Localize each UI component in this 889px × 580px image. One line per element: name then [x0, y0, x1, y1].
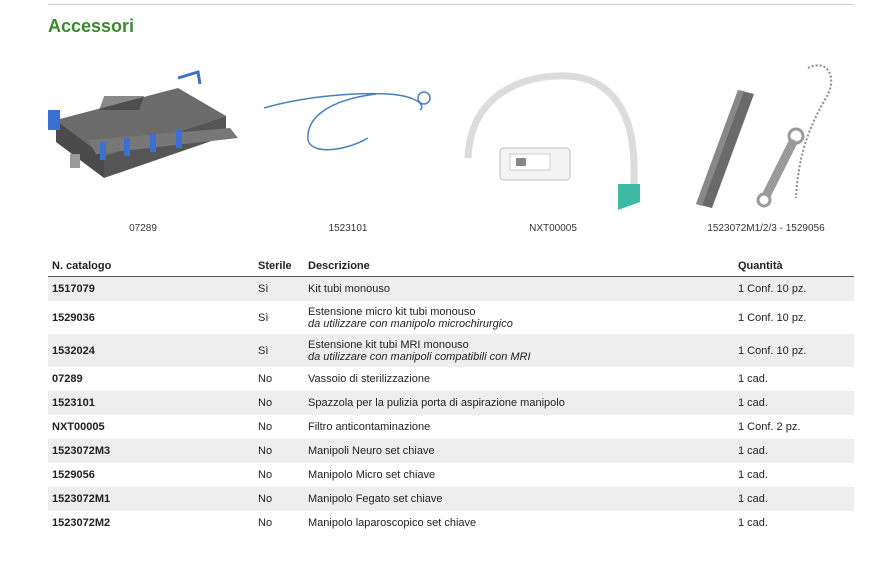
cell-catalog: 1532024	[48, 334, 254, 367]
table-row	[48, 391, 854, 415]
cell-sterile: No	[254, 511, 304, 535]
cell-sterile: Sì	[254, 334, 304, 367]
table-row	[48, 439, 854, 463]
cell-description	[304, 277, 734, 302]
cell-description: Spazzola per la pulizia porta di aspirazione manipolo	[304, 391, 734, 415]
cell-description: Manipoli Neuro set chiave	[304, 439, 734, 463]
cell-sterile: No	[254, 391, 304, 415]
cell-sterile: No	[254, 487, 304, 511]
table-row	[48, 334, 854, 367]
header-sterile: Sterile	[254, 256, 304, 277]
sterilization-tray-image	[48, 58, 238, 218]
cell-description: Vassoio di sterilizzazione	[304, 367, 734, 391]
product-caption: 1523101	[328, 223, 368, 234]
cell-catalog: 1517079	[48, 277, 254, 302]
table-header-row	[48, 256, 854, 277]
description-text: Estensione kit tubi MRI monouso	[308, 338, 469, 351]
cell-sterile: No	[254, 367, 304, 391]
accessories-table	[48, 256, 854, 535]
cell-sterile: No	[254, 463, 304, 487]
cell-catalog: 1529036	[48, 301, 254, 334]
table-row	[48, 277, 854, 302]
handpiece-key-set-image	[678, 58, 854, 218]
header-quantity: Quantità	[734, 256, 854, 277]
table-row	[48, 463, 854, 487]
description-note: da utilizzare con manipoli compatibili con MRI	[308, 350, 531, 363]
cell-quantity: 1 cad.	[734, 391, 854, 415]
description-note: da utilizzare con manipolo microchirurgico	[308, 317, 513, 330]
cell-quantity: 1 cad.	[734, 511, 854, 535]
product-card	[678, 58, 854, 238]
table-row	[48, 511, 854, 535]
table-row	[48, 367, 854, 391]
filter-tube-image	[458, 58, 648, 218]
top-divider	[48, 4, 854, 5]
product-caption: NXT00005	[529, 223, 577, 234]
header-catalog: N. catalogo	[48, 256, 254, 277]
cell-quantity: 1 Conf. 2 pz.	[734, 415, 854, 439]
cell-sterile: No	[254, 439, 304, 463]
cell-catalog: 1523072M1	[48, 487, 254, 511]
product-caption: 1523072M1/2/3 - 1529056	[707, 223, 825, 234]
cleaning-brush-image	[258, 58, 438, 218]
cell-sterile: No	[254, 415, 304, 439]
cell-quantity: 1 Conf. 10 pz.	[734, 277, 854, 302]
table-row	[48, 301, 854, 334]
cell-description: Filtro anticontaminazione	[304, 415, 734, 439]
cell-description: Manipolo Micro set chiave	[304, 463, 734, 487]
table-row	[48, 487, 854, 511]
cell-catalog: 1523072M3	[48, 439, 254, 463]
cell-quantity: 1 cad.	[734, 367, 854, 391]
cell-quantity: 1 cad.	[734, 439, 854, 463]
cell-catalog: 1529056	[48, 463, 254, 487]
cell-quantity: 1 Conf. 10 pz.	[734, 301, 854, 334]
description-text: Estensione micro kit tubi monouso	[308, 305, 476, 318]
cell-description: Manipolo Fegato set chiave	[304, 487, 734, 511]
cell-quantity: 1 Conf. 10 pz.	[734, 334, 854, 367]
cell-quantity: 1 cad.	[734, 487, 854, 511]
header-description: Descrizione	[304, 256, 734, 277]
description-text: Kit tubi monouso	[308, 283, 390, 295]
product-gallery	[48, 58, 854, 238]
cell-catalog: NXT00005	[48, 415, 254, 439]
table-row	[48, 415, 854, 439]
product-card	[458, 58, 648, 238]
product-caption: 07289	[129, 223, 157, 234]
cell-sterile: Sì	[254, 277, 304, 302]
product-card	[258, 58, 438, 238]
cell-catalog: 1523101	[48, 391, 254, 415]
cell-description	[304, 301, 734, 334]
cell-sterile: Sì	[254, 301, 304, 334]
cell-description	[304, 334, 734, 367]
section-title: Accessori	[48, 16, 135, 36]
cell-catalog: 1523072M2	[48, 511, 254, 535]
product-card	[48, 58, 238, 238]
cell-catalog: 07289	[48, 367, 254, 391]
cell-quantity: 1 cad.	[734, 463, 854, 487]
cell-description: Manipolo laparoscopico set chiave	[304, 511, 734, 535]
